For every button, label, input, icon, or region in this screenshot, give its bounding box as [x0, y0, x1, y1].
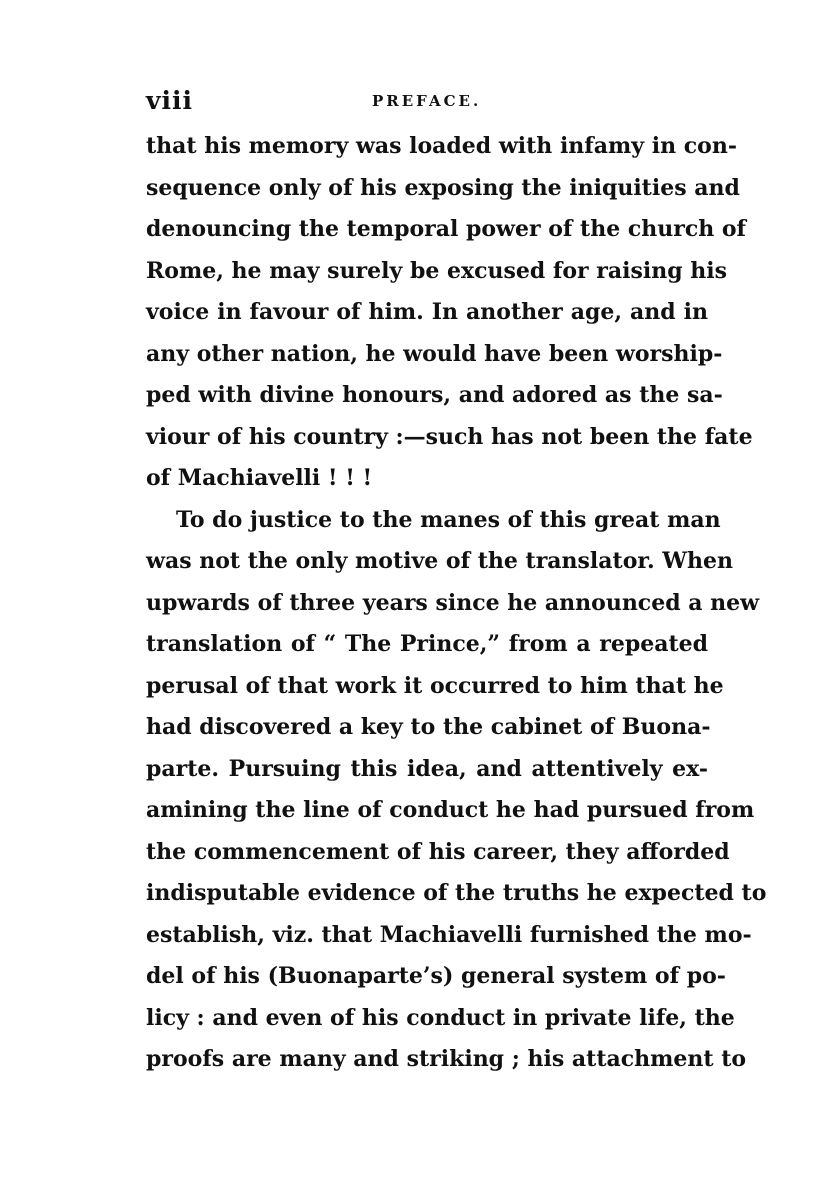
text-line: of Machiavelli ! ! !: [146, 465, 373, 491]
text-line: To do justice to the manes of this great man: [176, 506, 721, 533]
text-line: amining the line of conduct he had pursued from: [146, 797, 755, 823]
text-line: any other nation, he would have been worship-: [146, 340, 723, 367]
paragraph-1: [146, 126, 753, 500]
text-line: Rome, he may surely be excused for raising his: [146, 257, 728, 284]
paragraph-2: [146, 500, 767, 1081]
text-line: licy : and even of his conduct in private life, the: [146, 1004, 735, 1031]
text-line: indisputable evidence of the truths he expected to: [146, 880, 767, 906]
body-text: [146, 126, 767, 1081]
text-line: was not the only motive of the translator. When: [146, 548, 733, 574]
text-line: del of his (Buonaparte’s) general system of po-: [146, 963, 726, 989]
running-head: [146, 86, 706, 116]
text-line: that his memory was loaded with infamy in con-: [146, 133, 737, 159]
text-line: voice in favour of him. In another age, and in: [146, 299, 708, 325]
text-line: upwards of three years since he announced a new: [146, 589, 760, 616]
text-line: denouncing the temporal power of the church of: [146, 216, 747, 242]
text-line: perusal of that work it occurred to him that he: [146, 672, 724, 699]
text-line: viour of his country :—such has not been the fate: [146, 423, 753, 450]
text-line: proofs are many and striking ; his attachment to: [146, 1046, 747, 1072]
text-line: translation of “ The Prince,” from a repeated: [146, 631, 708, 657]
text-line: establish, viz. that Machiavelli furnished the mo-: [146, 921, 752, 948]
text-line: the commencement of his career, they afforded: [146, 838, 730, 865]
text-line: parte. Pursuing this idea, and attentively ex-: [146, 755, 708, 782]
page-number: viii: [146, 86, 194, 115]
running-title: PREFACE.: [372, 92, 482, 110]
text-line: ped with divine honours, and adored as the sa-: [146, 382, 723, 408]
text-line: sequence only of his exposing the iniquities and: [146, 174, 740, 201]
text-line: had discovered a key to the cabinet of Buona-: [146, 714, 711, 740]
